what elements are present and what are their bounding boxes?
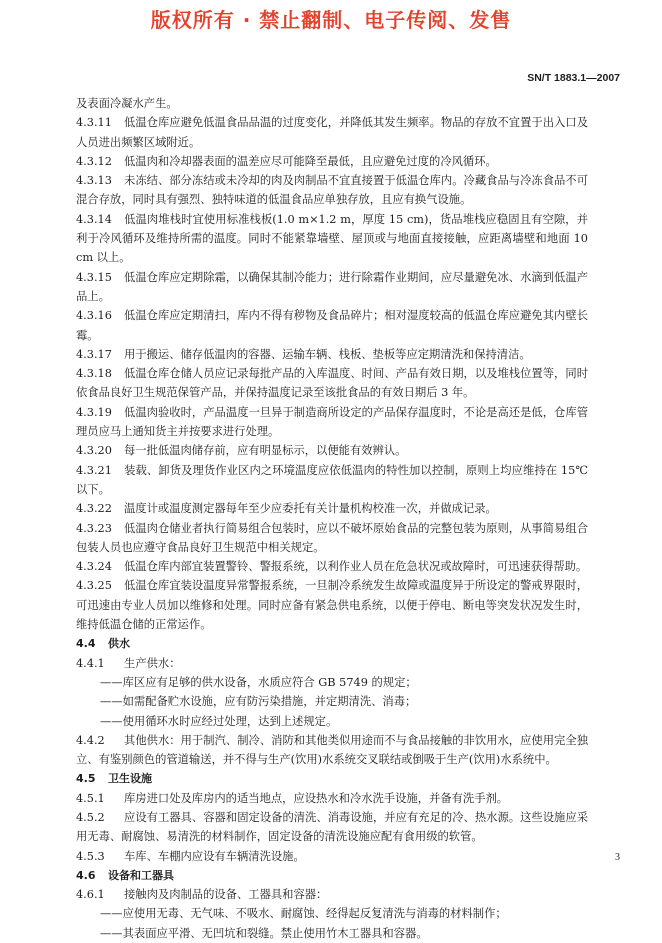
clause-number: 4.5 xyxy=(76,772,96,786)
clause-text: 设备和工器具 xyxy=(108,868,174,882)
clause-number: 4.4 xyxy=(76,637,96,651)
clause-number: 4.3.25 xyxy=(76,579,112,593)
clause-text: 低温肉验收时，产品温度一旦异于制造商所设定的产品保存温度时，不论是高还是低，仓库管理员应马上通知货主并按要求进行处理。 xyxy=(76,405,588,439)
clause-paragraph xyxy=(76,403,588,442)
clause-text: 未冻结、部分冻结或未冷却的肉及肉制品不宜直接置于低温仓库内。冷藏食品与冷冻食品不可混合存放，同时具有强烈、独特味道的低温食品应单独存放，且应有换气设施。 xyxy=(76,174,588,207)
clause-number: 4.4.1 xyxy=(76,656,105,670)
clause-text: 车库、车棚内应设有车辆清洗设施。 xyxy=(124,849,305,863)
clause-text: 及表面冷凝水产生。 xyxy=(76,97,178,110)
clause-number: 4.5.3 xyxy=(76,849,105,863)
clause-text: 低温仓库应避免低温食品品温的过度变化，并降低其发生频率。物品的存放不宜置于出入口及人员进出频繁区域附近。 xyxy=(76,116,588,149)
clause-number: 4.3.20 xyxy=(76,444,112,458)
standard-code: SN/T 1883.1—2007 xyxy=(527,72,620,84)
clause-paragraph xyxy=(76,885,588,904)
clause-text: 每一批低温肉储存前，应有明显标示，以便能有效辨认。 xyxy=(124,444,407,458)
clause-text: 低温仓库宜装设温度异常警报系统，一旦制冷系统发生故障或温度异于所设定的警戒界限时，可迅速由专业人员加以维修和处理。同时应备有紧急供电系统，以便于停电、断电等突发状况发生时，维持低温仓储的正常运作。 xyxy=(76,579,588,632)
clause-text: 库房进口处及库房内的适当地点，应设热水和冷水洗手设施，并备有洗手剂。 xyxy=(124,791,509,805)
clause-text: 低温仓库内部宜装置警铃、警报系统，以利作业人员在危急状况或故障时，可迅速获得帮助。 xyxy=(124,560,588,574)
clause-number: 4.5.1 xyxy=(76,791,105,805)
clause-number: 4.3.19 xyxy=(76,405,112,419)
list-item xyxy=(76,904,588,923)
clause-text: 装载、卸货及理货作业区内之环境温度应依低温肉的特性加以控制，原则上均应维持在 15℃以下。 xyxy=(76,463,588,496)
clause-paragraph xyxy=(76,557,588,576)
clause-number: 4.6.1 xyxy=(76,888,105,902)
clause-text: ——使用循环水时应经过处理，达到上述规定。 xyxy=(100,714,338,728)
clause-number: 4.3.15 xyxy=(76,270,112,284)
clause-text: 低温肉仓储业者执行简易组合包装时，应以不破坏原始食品的完整包装为原则，从事简易组合包装人员也应遵守食品良好卫生规范中相关规定。 xyxy=(76,521,588,554)
clause-paragraph xyxy=(76,268,588,307)
clause-number: 4.3.23 xyxy=(76,521,112,535)
clause-text: ——库区应有足够的供水设备，水质应符合 GB 5749 的规定； xyxy=(100,675,417,689)
clause-text: 低温肉和冷却器表面的温差应尽可能降至最低，且应避免过度的冷风循环。 xyxy=(124,154,497,168)
section-heading xyxy=(76,866,588,885)
clause-paragraph xyxy=(76,94,588,113)
clause-paragraph xyxy=(76,731,588,770)
clause-paragraph xyxy=(76,499,588,518)
clause-number: 4.6 xyxy=(76,868,96,882)
copyright-banner: 版权所有 · 禁止翻制、电子传阅、发售 xyxy=(150,8,512,32)
clause-paragraph xyxy=(76,345,588,364)
page-number: 3 xyxy=(615,852,620,863)
clause-paragraph xyxy=(76,113,588,152)
clause-paragraph xyxy=(76,171,588,210)
clause-text: 低温仓库仓储人员应记录每批产品的入库温度、时间、产品有效日期，以及堆栈位置等，同时依食品良好卫生规范保管产品，并保持温度记录至该批食品的有效日期后 3 年。 xyxy=(76,367,588,400)
clause-number: 4.5.2 xyxy=(76,810,105,824)
section-heading xyxy=(76,769,588,788)
clause-text: 应设有工器具、容器和固定设备的清洗、消毒设施，并应有充足的冷、热水源。这些设施应采用无毒、耐腐蚀、易清洗的材料制作，固定设备的清洗设施应配有食用级的软管。 xyxy=(76,810,588,844)
clause-number: 4.3.11 xyxy=(76,116,112,130)
clause-paragraph xyxy=(76,576,588,634)
clause-paragraph xyxy=(76,306,588,345)
clause-text: 低温肉堆栈时宜使用标准栈板(1.0 m×1.2 m，厚度 15 cm)，货品堆栈应稳固且有空隙，并利于冷风循环及维持所需的温度。同时不能紧靠墙壁、屋顶或与地面直接接触，应距离墙壁和地面 10 cm 以上。 xyxy=(76,212,588,265)
list-item xyxy=(76,712,588,731)
clause-text: 卫生设施 xyxy=(108,772,152,786)
clause-paragraph xyxy=(76,364,588,403)
document-body xyxy=(76,94,588,943)
clause-text: ——应使用无毒、无气味、不吸水、耐腐蚀、经得起反复清洗与消毒的材料制作； xyxy=(100,907,507,921)
list-item xyxy=(76,692,588,711)
clause-paragraph xyxy=(76,789,588,808)
clause-paragraph xyxy=(76,519,588,558)
clause-text: ——如需配备贮水设施，应有防污染措施，并定期清洗、消毒； xyxy=(100,695,417,709)
clause-text: 温度计或温度测定器每年至少应委托有关计量机构校准一次，并做成记录。 xyxy=(124,502,497,516)
clause-number: 4.3.14 xyxy=(76,212,112,226)
clause-text: ——其表面应平滑、无凹坑和裂缝。禁止使用竹木工器具和容器。 xyxy=(100,926,428,940)
list-item xyxy=(76,924,588,943)
clause-number: 4.3.17 xyxy=(76,347,112,361)
clause-number: 4.3.24 xyxy=(76,560,112,574)
clause-text: 低温仓库应定期清扫，库内不得有秽物及食品碎片；相对湿度较高的低温仓库应避免其内壁长霉。 xyxy=(76,309,588,342)
clause-paragraph xyxy=(76,808,588,847)
section-heading xyxy=(76,634,588,653)
clause-text: 用于搬运、储存低温肉的容器、运输车辆、栈板、垫板等应定期清洗和保持清洁。 xyxy=(124,347,531,361)
clause-number: 4.3.13 xyxy=(76,174,112,188)
clause-number: 4.3.12 xyxy=(76,154,112,168)
clause-paragraph xyxy=(76,461,588,500)
clause-paragraph xyxy=(76,654,588,673)
clause-number: 4.3.16 xyxy=(76,309,112,323)
clause-paragraph xyxy=(76,152,588,171)
clause-text: 供水 xyxy=(108,637,130,651)
clause-text: 接触肉及肉制品的设备、工器具和容器： xyxy=(124,888,328,902)
clause-paragraph xyxy=(76,441,588,460)
clause-paragraph xyxy=(76,847,588,866)
clause-number: 4.3.22 xyxy=(76,502,112,516)
clause-text: 低温仓库应定期除霜，以确保其制冷能力；进行除霜作业期间，应尽量避免冰、水滴到低温产品上。 xyxy=(76,270,588,303)
clause-text: 生产供水： xyxy=(124,656,181,670)
list-item xyxy=(76,673,588,692)
clause-number: 4.3.18 xyxy=(76,367,112,381)
clause-number: 4.4.2 xyxy=(76,733,105,747)
clause-number: 4.3.21 xyxy=(76,463,112,477)
clause-paragraph xyxy=(76,210,588,268)
clause-text: 其他供水：用于制汽、制冷、消防和其他类似用途而不与食品接触的非饮用水，应使用完全独立、有鉴别颜色的管道输送，并不得与生产(饮用)水系统交叉联结或倒吸于生产(饮用)水系统中。 xyxy=(76,733,588,767)
